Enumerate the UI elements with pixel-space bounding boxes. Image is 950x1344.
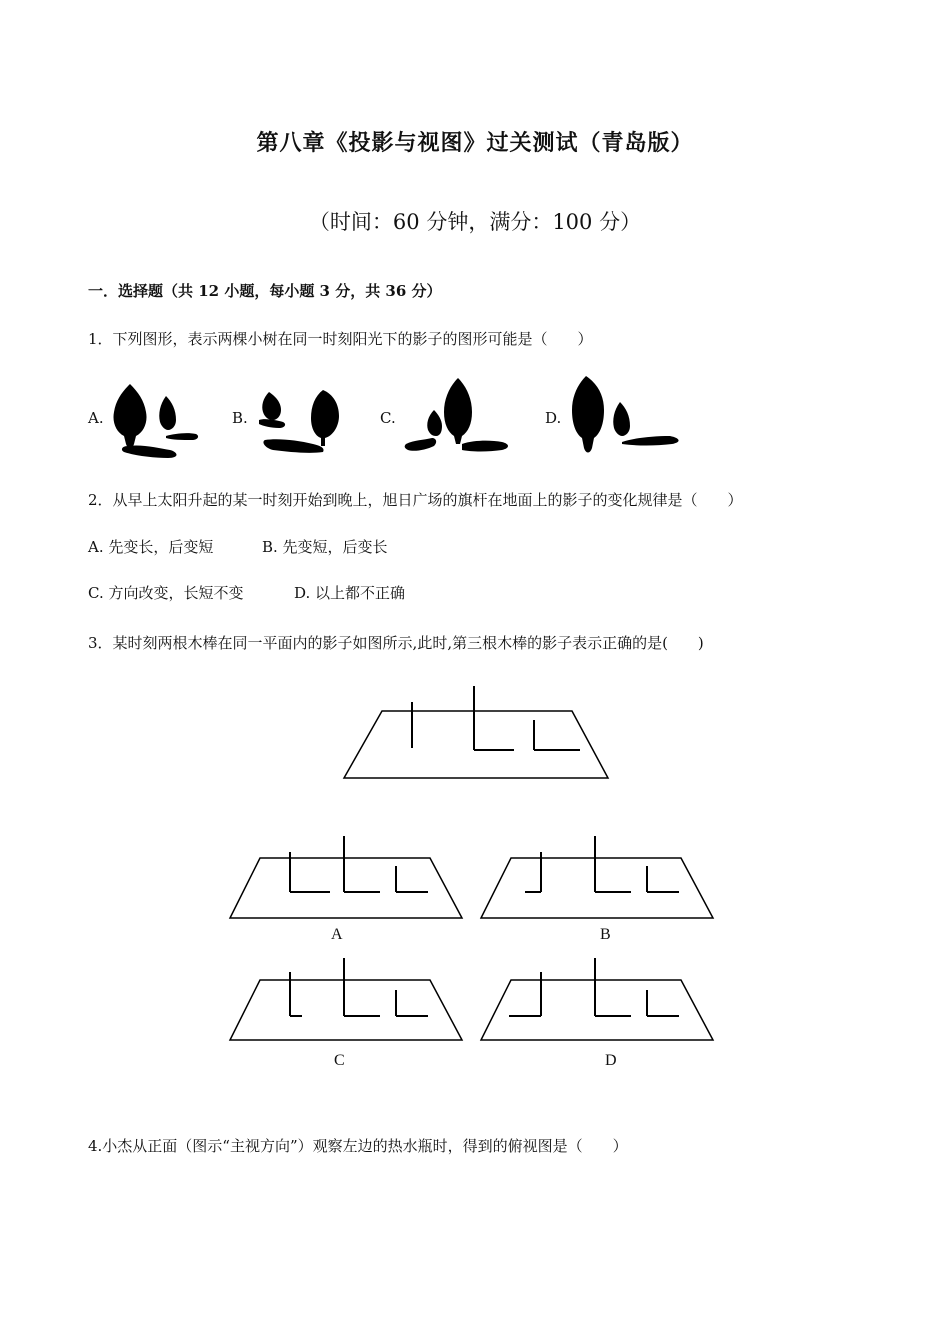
exam-info: （时间：60 分钟，满分：100 分） [308, 210, 642, 234]
q1-figure-d [566, 372, 686, 460]
q1-figure-c [402, 374, 517, 460]
q3-option-d-figure [479, 956, 717, 1044]
q2-option-d: D. 以上都不正确 [294, 584, 406, 602]
q3-option-a-label: A [331, 926, 343, 943]
q3-option-a-figure [228, 834, 466, 922]
q2-option-b: B. 先变短，后变长 [262, 538, 388, 556]
question-3-stem: 3．某时刻两根木棒在同一平面内的影子如图所示,此时,第三根木棒的影子表示正确的是( ) [88, 634, 704, 652]
question-2-stem: 2．从早上太阳升起的某一时刻开始到晚上，旭日广场的旗杆在地面上的影子的变化规律是（ ） [88, 491, 743, 509]
q3-main-figure [340, 680, 615, 782]
q3-option-c-label: C [334, 1052, 345, 1069]
q1-option-a-label: A. [88, 409, 104, 427]
q1-figure-a [108, 378, 203, 460]
q3-option-b-label: B [600, 926, 611, 943]
page-title: 第八章《投影与视图》过关测试（青岛版） [256, 130, 694, 156]
q1-option-b-label: B. [232, 409, 248, 427]
q3-option-b-figure [479, 834, 717, 922]
question-4-stem: 4.小杰从正面（图示“主视方向”）观察左边的热水瓶时，得到的俯视图是（ ） [88, 1137, 628, 1155]
q2-option-c: C. 方向改变，长短不变 [88, 584, 244, 602]
q1-option-c-label: C. [380, 409, 396, 427]
q1-option-d-label: D. [545, 409, 562, 427]
q3-option-d-label: D [605, 1052, 617, 1069]
q3-option-c-figure [228, 956, 466, 1044]
question-1-stem: 1．下列图形，表示两棵小树在同一时刻阳光下的影子的图形可能是（ ） [88, 330, 593, 348]
q1-figure-b [253, 380, 353, 460]
section-heading: 一．选择题（共 12 小题，每小题 3 分，共 36 分） [88, 282, 442, 300]
q2-option-a: A. 先变长，后变短 [88, 538, 214, 556]
